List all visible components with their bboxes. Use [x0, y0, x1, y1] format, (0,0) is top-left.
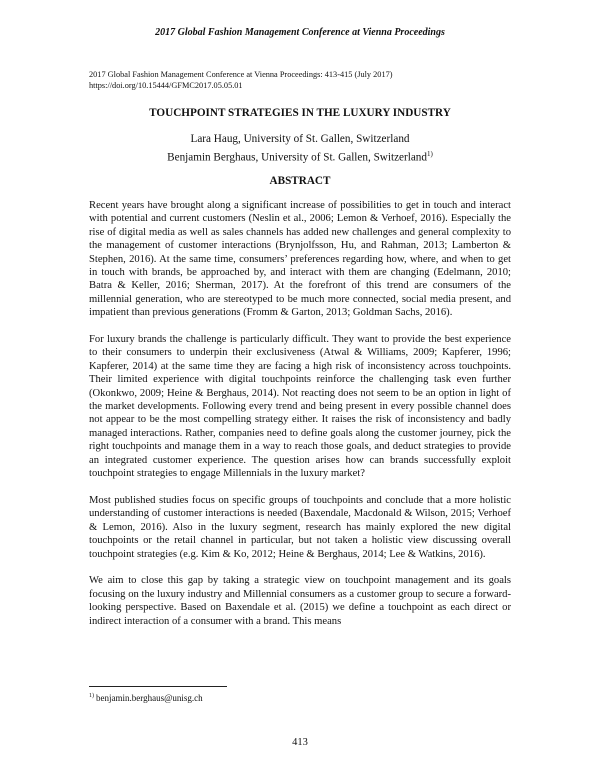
paragraph: We aim to close this gap by taking a strategic view on touchpoint management and its goals focusing on the luxury industry and Millennial consumers as a customer group to secure a forward-looking perspective. Based on Baxendale et al. (2015) we define a touchpoint as each direct or indirect interaction of a consumer with a brand. This means	[89, 575, 511, 627]
footnote-mark: 1)	[89, 693, 94, 699]
footnote	[89, 693, 203, 703]
footnote-divider	[89, 686, 227, 687]
abstract-heading: ABSTRACT	[269, 175, 331, 187]
running-head: 2017 Global Fashion Management Conference at Vienna Proceedings	[155, 27, 445, 38]
author-line	[0, 147, 600, 166]
page-number: 413	[292, 737, 308, 748]
author-text: Benjamin Berghaus, University of St. Gallen, Switzerland	[167, 151, 427, 164]
citation-block	[89, 69, 393, 91]
paper-title: TOUCHPOINT STRATEGIES IN THE LUXURY INDUSTRY	[149, 107, 451, 119]
doi-link[interactable]: https://doi.org/10.15444/GFMC2017.05.05.01	[89, 81, 243, 90]
author-list	[0, 132, 600, 166]
author-line: Lara Haug, University of St. Gallen, Switzerland	[190, 133, 410, 145]
paragraph: Most published studies focus on specific groups of touchpoints and conclude that a more holistic understanding of customer interactions is needed (Baxendale, Macdonald & Wilson, 2015; Verhoef & Lemon, 2016). Also in the luxury segment, research has mainly explored the new digital touchpoints or the retail channel in particular, but not taken a holistic view discussing overall touchpoint strategies (e.g. Kim & Ko, 2012; Heine & Berghaus, 2014; Lee & Watkins, 2016).	[89, 494, 511, 560]
paragraph: For luxury brands the challenge is particularly difficult. They want to provide the best experience to their consumers to underpin their exclusiveness (Atwal & Williams, 2009; Kapferer, 1996; Kapferer, 2014) at the same time they are facing a high risk of inconsistency across touchpoints. Their limited experience with digital touchpoints reinforce the challenging task even further (Okonkwo, 2009; Heine & Berghaus, 2014). Not reacting does not seem to be an option in light of the market developments. Following every trend and being present in every possible channel does not appear to be the most compelling strategy either. It raises the risk of inconsistency and badly managed interactions. Rather, companies need to define goals along the customer journey, pick the right touchpoints and manage them in a way to reach those goals, and deduct strategies to provide an integrated customer experience. The question arises how can brands successfully exploit touchpoint strategies to engage Millennials in the luxury market?	[89, 334, 511, 480]
footnote-email[interactable]: benjamin.berghaus@unisg.ch	[96, 693, 203, 703]
footnote-marker: 1)	[427, 150, 433, 158]
citation-line: 2017 Global Fashion Management Conference at Vienna Proceedings: 413-415 (July 2017)	[89, 70, 393, 79]
paragraph: Recent years have brought along a significant increase of possibilities to get in touch and interact with potential and current customers (Neslin et al., 2006; Lemon & Verhoef, 2016). Especially the rise of digital media as well as sales channels has added new challenges and general complexity to the management of customer interactions (Brynjolfsson, Hu, and Rahman, 2013; Lamberton & Stephen, 2016). At the same time, consumers’ preferences regarding how, where, and when to get in touch with brands, be approached by, and interact with them are changing (Edelmann, 2010; Batra & Keller, 2016; Sherman, 2017). At the forefront of this trend are consumers of the millennial generation, who are stereotyped to be much more connected, social media present, and impatient than previous generations (Fromm & Garton, 2013; Goldman Sachs, 2016).	[89, 200, 511, 319]
abstract-body	[89, 199, 511, 641]
